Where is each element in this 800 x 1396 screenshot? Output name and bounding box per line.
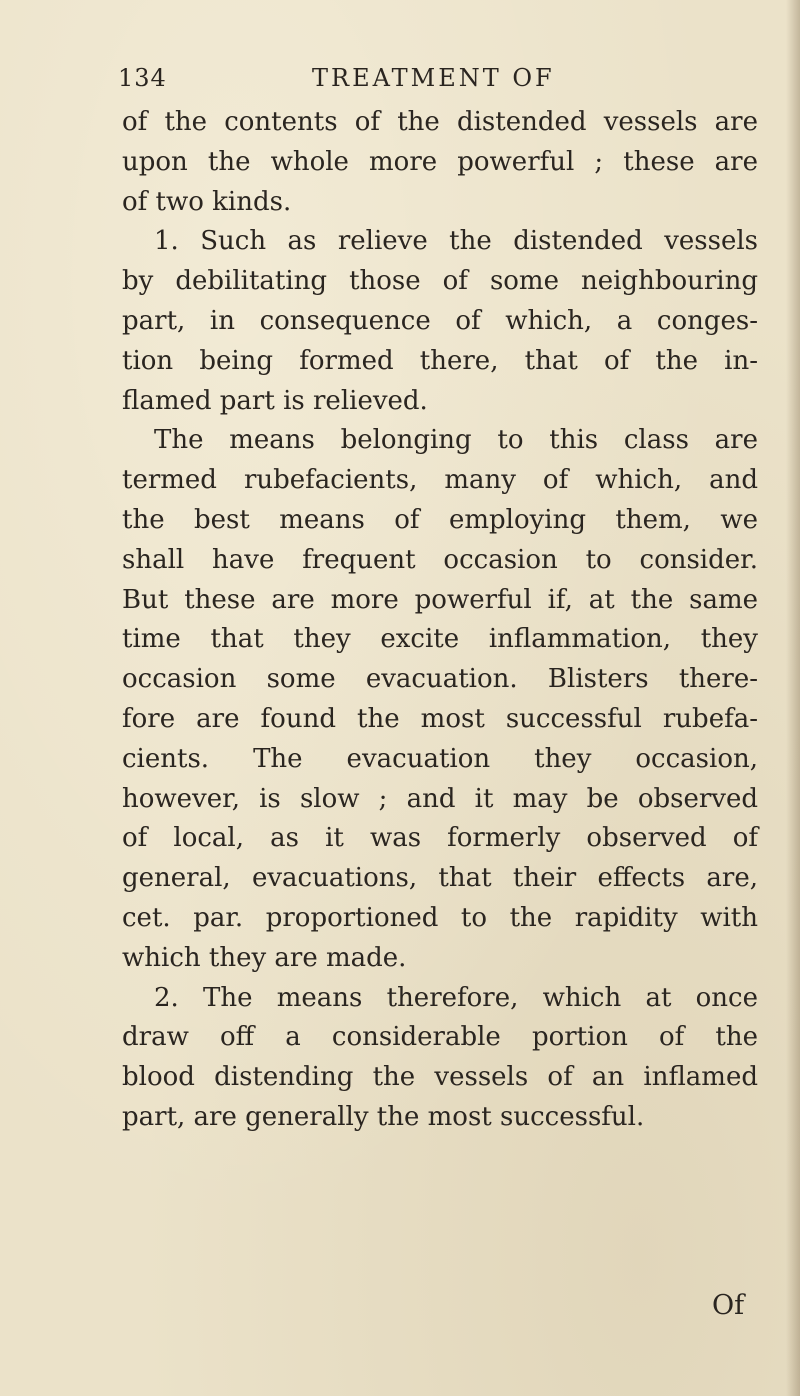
- running-head: [118, 64, 678, 98]
- text-line: blood distending the vessels of an inflamed: [122, 1062, 758, 1093]
- body-text: [122, 103, 758, 1138]
- text-line: part, in consequence of which, a conges-: [122, 305, 758, 336]
- running-title: TREATMENT OF: [312, 64, 555, 92]
- text-line: cients. The evacuation they occasion,: [122, 743, 758, 774]
- text-line: But these are more powerful if, at the same: [122, 584, 758, 615]
- text-line: occasion some evacuation. Blisters there-: [122, 664, 758, 695]
- text-line: of two kinds.: [122, 186, 292, 217]
- text-line: general, evacuations, that their effects are,: [122, 863, 758, 894]
- text-line: of the contents of the distended vessels are: [122, 107, 758, 137]
- text-line: tion being formed there, that of the in-: [122, 345, 758, 376]
- text-line: termed rubefacients, many of which, and: [122, 465, 758, 496]
- text-line: shall have frequent occasion to consider.: [122, 544, 758, 575]
- text-line: time that they excite inflammation, they: [122, 624, 758, 655]
- text-line: The means belonging to this class are: [154, 425, 758, 456]
- text-line: which they are made.: [122, 942, 407, 973]
- catchword: Of: [712, 1290, 745, 1321]
- text-line: part, are generally the most successful.: [122, 1101, 645, 1132]
- text-line: cet. par. proportioned to the rapidity with: [122, 902, 758, 933]
- page-edge-shadow: [786, 0, 800, 1396]
- text-line: of local, as it was formerly observed of: [122, 823, 758, 854]
- text-line: the best means of employing them, we: [122, 504, 758, 535]
- text-line: fore are found the most successful rubefa-: [122, 703, 758, 734]
- text-line: 2. The means therefore, which at once: [154, 982, 758, 1013]
- text-line: draw off a considerable portion of the: [122, 1022, 758, 1053]
- text-line: flamed part is relieved.: [122, 385, 428, 416]
- text-line: 1. Such as relieve the distended vessels: [154, 226, 758, 257]
- text-line: by debilitating those of some neighbouring: [122, 266, 758, 297]
- text-line: upon the whole more powerful ; these are: [122, 146, 758, 177]
- text-line: however, is slow ; and it may be observed: [122, 783, 758, 814]
- page-number: 134: [118, 64, 167, 92]
